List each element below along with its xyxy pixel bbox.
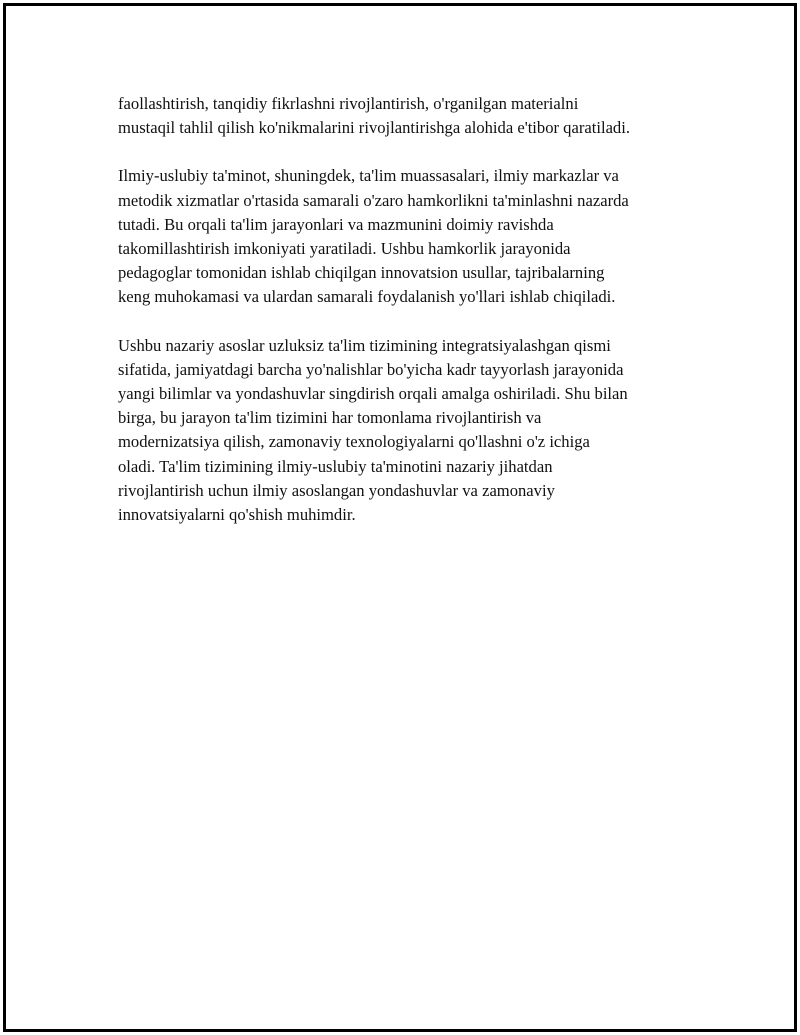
text-line: faollashtirish, tanqidiy fikrlashni rivojlantirish, o'rganilgan materialni — [118, 94, 579, 113]
paragraph-1 — [118, 92, 690, 140]
text-line: keng muhokamasi va ulardan samarali foydalanish yo'llari ishlab chiqiladi. — [118, 287, 616, 307]
text-line: oladi. Ta'lim tizimining ilmiy-uslubiy ta'minotini nazariy jihatdan — [118, 456, 553, 476]
text-line: birga, bu jarayon ta'lim tizimini har tomonlama rivojlantirish va — [118, 408, 542, 428]
text-line: Ilmiy-uslubiy ta'minot, shuningdek, ta'lim muassasalari, ilmiy markazlar va — [118, 166, 619, 186]
text-line: rivojlantirish uchun ilmiy asoslangan yondashuvlar va zamonaviy — [118, 480, 555, 500]
text-line: metodik xizmatlar o'rtasida samarali o'zaro hamkorlikni ta'minlashni nazarda — [118, 190, 629, 210]
text-line: pedagoglar tomonidan ishlab chiqilgan innovatsion usullar, tajribalarning — [118, 263, 605, 283]
text-line: Ushbu nazariy asoslar uzluksiz ta'lim tizimining integratsiyalashgan qismi — [118, 335, 611, 355]
text-line: tutadi. Bu orqali ta'lim jarayonlari va mazmunini doimiy ravishda — [118, 214, 554, 234]
text-line: sifatida, jamiyatdagi barcha yo'nalishlar bo'yicha kadr tayyorlash jarayonida — [118, 359, 624, 379]
text-line: modernizatsiya qilish, zamonaviy texnologiyalarni qo'llashni o'z ichiga — [118, 432, 590, 452]
document-body — [118, 92, 690, 551]
text-line: innovatsiyalarni qo'shish muhimdir. — [118, 505, 356, 525]
text-line: takomillashtirish imkoniyati yaratiladi. Ushbu hamkorlik jarayonida — [118, 239, 571, 259]
text-line: yangi bilimlar va yondashuvlar singdirish orqali amalga oshiriladi. Shu bilan — [118, 384, 628, 404]
paragraph-3 — [118, 334, 690, 528]
paragraph-2 — [118, 164, 690, 309]
text-line: mustaqil tahlil qilish ko'nikmalarini rivojlantirishga alohida e'tibor qaratiladi. — [118, 118, 630, 138]
